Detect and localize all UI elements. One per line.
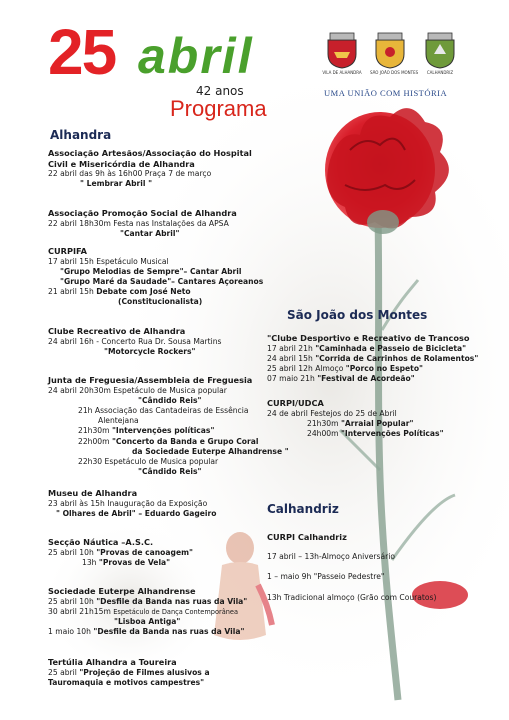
section-museu: Museu de Alhandra 23 abril às 15h Inauguração da Exposição " Olhares de Abril" – Eduardo Gageiro [48, 488, 217, 518]
section-curpifa: CURPIFA 17 abril 15h Espetáculo Musical "Grupo Melodias de Sempre"– Cantar Abril "Grupo Maré da Saudade"– Cantares Açoreanos 21 abril 15h Debate com José Neto (Constitucionalista) [48, 246, 264, 307]
date-day: 25 [48, 16, 116, 88]
program-title: Programa [170, 96, 267, 121]
section-curpi-calhandriz: CURPI Calhandriz 17 abril – 13h-Almoço Aniversário 1 – maio 9h "Passeio Pedestre" 13h Tradicional almoço (Grão com Couratos) [267, 532, 437, 602]
heading-calhandriz: Calhandriz [267, 502, 339, 516]
section-junta-freguesia: Junta de Freguesia/Assembleia de Freguesia 24 abril 20h30m Espetáculo de Musica popular "Cândido Reis" 21h Associação das Cantadeiras de Essência Alentejana 21h30m "Intervenções políticas" 22h00m "Concerto da Banda e Grupo Coral da Sociedade Euterpe Alhandrense " 22h30 Espetáculo de Musica popular "Cândido Reis" [48, 375, 289, 477]
seal-alhandra: VILA DE ALHANDRA [322, 30, 362, 75]
section-tertulia: Tertúlia Alhandra a Toureira 25 abril "Projeção de Filmes alusivos a Tauromaquia e motivos campestres" [48, 657, 210, 687]
date-month: abril [138, 28, 254, 84]
seal-sao-joao-dos-montes: SÃO JOÃO DOS MONTES [370, 30, 410, 75]
section-clube-trancoso: "Clube Desportivo e Recreativo de Trancoso 17 abril 21h "Caminhada e Passeio de Bicicleta" 24 abril 15h "Corrida de Carrinhos de Rolamentos" 25 abril 12h Almoço "Porco no Espeto" 07 maio 21h "Festival de Acordeão" [267, 333, 479, 384]
heading-sao-joao-dos-montes: São João dos Montes [287, 308, 428, 322]
anniversary-years: 42 anos [196, 84, 244, 98]
heading-alhandra: Alhandra [50, 128, 112, 142]
section-curpi-udca: CURPI/UDCA 24 de abril Festejos do 25 de Abril 21h30m "Arraial Popular" 24h00m "Intervenções Políticas" [267, 398, 444, 438]
section-seccao-nautica: Secção Náutica –A.S.C. 25 abril 10h "Provas de canoagem" 13h "Provas de Vela" [48, 537, 193, 567]
section-apsa: Associação Promoção Social de Alhandra 22 abril 18h30m Festa nas Instalações da APSA "Cantar Abril" [48, 208, 237, 238]
section-artesaos: Associação Artesãos/Associação do Hospital Civil e Misericórdia de Alhandra 22 abril das 9h às 16h00 Praça 7 de março " Lembrar Abril " [48, 148, 252, 189]
seal-calhandriz: CALHANDRIZ [420, 30, 460, 75]
motto: UMA UNIÃO COM HISTÓRIA [324, 88, 448, 98]
section-euterpe: Sociedade Euterpe Alhandrense 25 abril 10h "Desfile da Banda nas ruas da Vila" 30 abril 21h15m Espetáculo de Dança Contemporânea "Lisboa Antiga" 1 maio 10h "Desfile da Banda nas ruas da Vila" [48, 586, 248, 637]
section-clube-recreativo: Clube Recreativo de Alhandra 24 abril 16h - Concerto Rua Dr. Sousa Martins "Motorcycle Rockers" [48, 326, 222, 356]
